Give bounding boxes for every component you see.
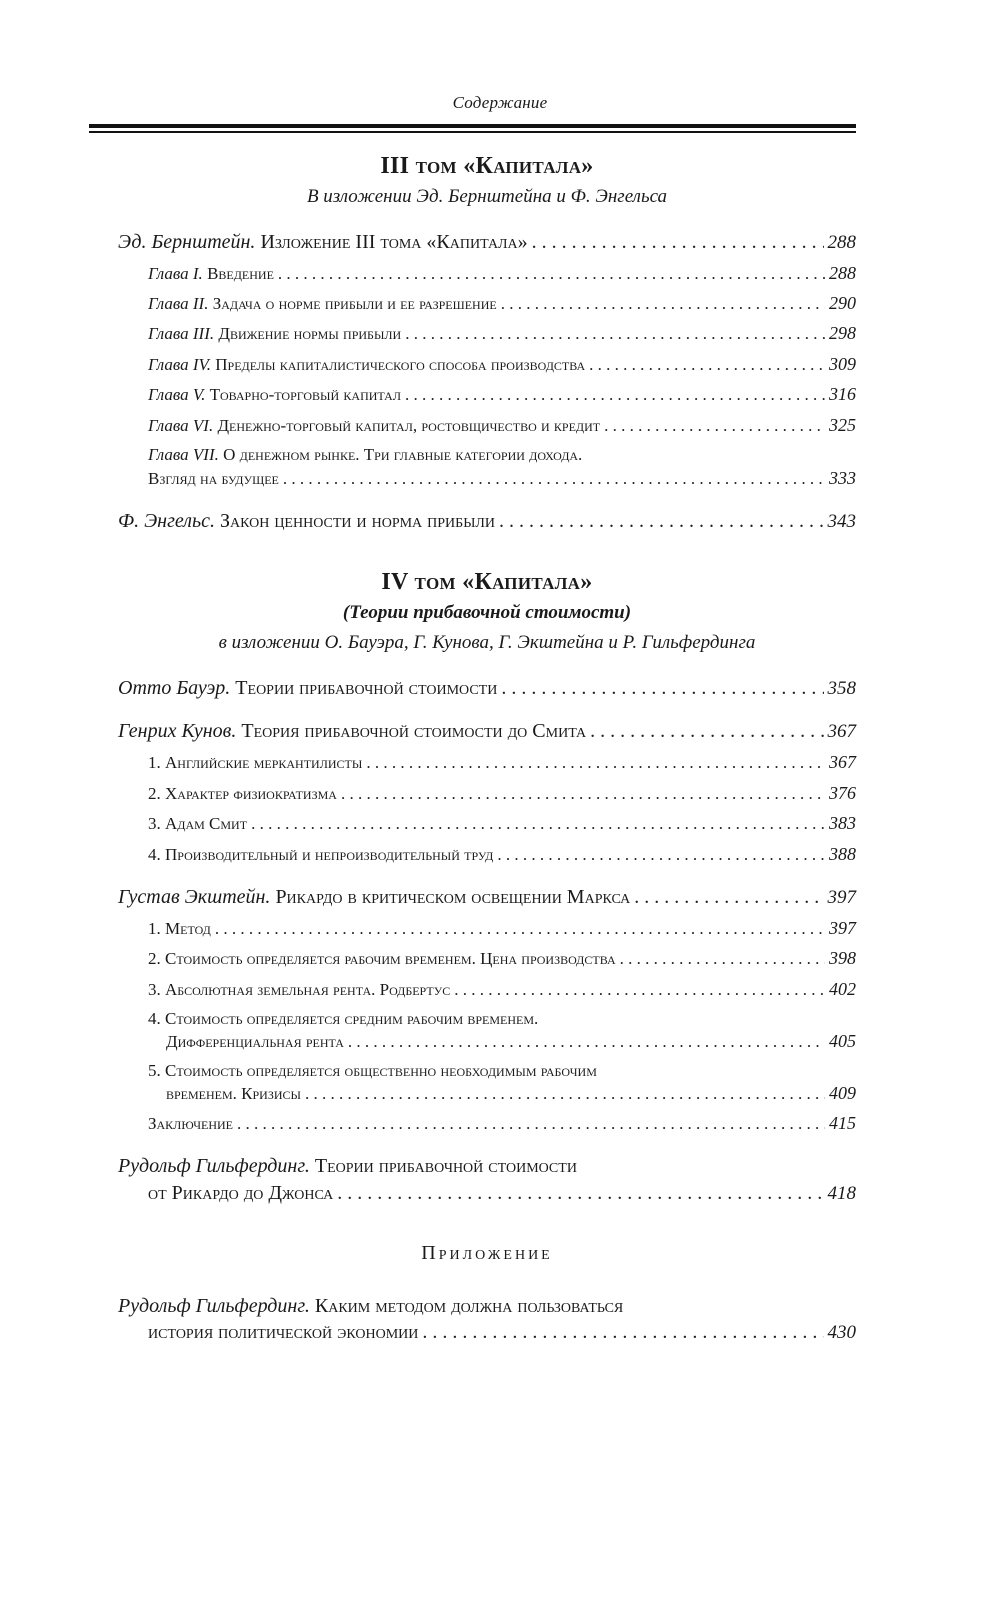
page-number: 402 [829,979,856,999]
toc-entry-first-line[interactable]: Рудольф Гильфердинг. Каким методом должна пользоваться [118,1295,624,1317]
section-subtitle-volume-3: В изложении Эд. Бернштейна и Ф. Энгельса [306,186,668,207]
toc-entry[interactable]: Генрих Кунов. Теория прибавочной стоимости до Смита . . . 367 [118,720,856,743]
page-number: 388 [829,844,856,864]
running-head: Содержание [452,93,548,112]
section-title-volume-3: III том «Капитала» [380,153,594,179]
toc-entry[interactable]: Эд. Бернштейн. Изложение III тома «Капитала» . . . 288 [118,231,856,254]
toc-entry[interactable]: 3. Абсолютная земельная рента. Родбертус . . . 402 [148,979,856,1000]
leader-dots [590,720,823,743]
page-number: 397 [827,887,856,908]
toc-entry-first-line[interactable]: Глава VII. О денежном рынке. Три главные категории дохода. [148,445,583,464]
leader-dots [405,385,825,405]
leader-dots [454,980,825,1000]
page-number: 397 [829,918,856,938]
toc-entry[interactable]: Отто Бауэр. Теории прибавочной стоимости . . . 358 [118,677,856,700]
leader-dots [215,919,825,939]
leader-dots [341,784,825,804]
page-number: 367 [829,752,856,772]
toc-entry[interactable]: Ф. Энгельс. Закон ценности и норма прибыли . . . 343 [118,510,856,533]
leader-dots [497,845,825,865]
section-subtitle-authors: в изложении О. Бауэра, Г. Кунова, Г. Экштейна и Р. Гильфердинга [218,632,756,653]
toc-entry[interactable]: 2. Характер физиократизма . . . 376 [148,783,856,804]
leader-dots [305,1084,825,1104]
toc-entry[interactable]: Взгляд на будущее . . . 333 [148,468,856,489]
leader-dots [589,355,825,375]
page-number: 409 [829,1083,856,1103]
toc-entry[interactable]: Глава II. Задача о норме прибыли и ее разрешение . . . 290 [148,293,856,314]
page-number: 418 [827,1183,856,1204]
toc-entry-first-line[interactable]: Рудольф Гильфердинг. Теории прибавочной стоимости [118,1155,577,1177]
page-number: 316 [829,384,856,404]
toc-entry[interactable]: Глава III. Движение нормы прибыли . . . 298 [148,323,856,344]
page-number: 343 [827,511,856,532]
section-title-volume-4: IV том «Капитала» [381,569,593,595]
page-number: 325 [829,415,856,435]
page-number: 288 [827,232,856,253]
toc-entry[interactable]: от Рикардо до Джонса . . . 418 [148,1182,856,1205]
page-number: 415 [829,1113,856,1133]
leader-dots [604,416,825,436]
leader-dots [278,264,825,284]
header-rule-thin [89,131,856,133]
leader-dots [251,814,825,834]
leader-dots [422,1321,823,1344]
page-number: 405 [829,1031,856,1051]
page-number: 430 [827,1322,856,1343]
page-number: 367 [827,721,856,742]
toc-entry[interactable]: 1. Английские меркантилисты . . . 367 [148,752,856,773]
leader-dots [405,324,825,344]
toc-entry[interactable]: 1. Метод . . . 397 [148,918,856,939]
leader-dots [501,294,825,314]
toc-entry-first-line[interactable]: 4. Стоимость определяется средним рабочим временем. [148,1009,539,1028]
leader-dots [337,1182,823,1205]
page-number: 290 [829,293,856,313]
toc-entry[interactable]: 3. Адам Смит . . . 383 [148,813,856,834]
leader-dots [499,510,823,533]
toc-entry[interactable]: Густав Экштейн. Рикардо в критическом освещении Маркса . . . 397 [118,886,856,909]
toc-entry[interactable]: временем. Кризисы . . . 409 [166,1083,856,1104]
toc-entry-first-line[interactable]: 5. Стоимость определяется общественно необходимым рабочим [148,1061,597,1080]
page-number: 309 [829,354,856,374]
toc-entry[interactable]: 4. Производительный и непроизводительный труд . . . 388 [148,844,856,865]
toc-entry[interactable]: история политической экономии . . . 430 [148,1321,856,1344]
leader-dots [501,677,823,700]
leader-dots [634,886,823,909]
leader-dots [237,1114,825,1134]
leader-dots [366,753,825,773]
leader-dots [283,469,825,489]
header-rule-thick [89,124,856,128]
page-number: 333 [829,468,856,488]
leader-dots [620,949,825,969]
toc-entry[interactable]: Глава I. Введение . . . 288 [148,263,856,284]
toc-entry[interactable]: Заключение . . . 415 [148,1113,856,1134]
appendix-heading: Приложение [421,1242,553,1264]
leader-dots [348,1032,825,1052]
page-number: 376 [829,783,856,803]
toc-entry[interactable]: Глава V. Товарно-торговый капитал . . . 316 [148,384,856,405]
toc-entry[interactable]: Глава VI. Денежно-торговый капитал, ростовщичество и кредит . . . 325 [148,415,856,436]
page-number: 398 [829,948,856,968]
page-number: 288 [829,263,856,283]
page-number: 298 [829,323,856,343]
section-subtitle-volume-4: (Теории прибавочной стоимости) [342,602,632,623]
leader-dots [532,231,824,254]
toc-entry[interactable]: Глава IV. Пределы капиталистического способа производства . . . 309 [148,354,856,375]
page-number: 383 [829,813,856,833]
toc-entry[interactable]: 2. Стоимость определяется рабочим временем. Цена производства . . . 398 [148,948,856,969]
toc-entry[interactable]: Дифференциальная рента . . . 405 [166,1031,856,1052]
page-number: 358 [827,678,856,699]
